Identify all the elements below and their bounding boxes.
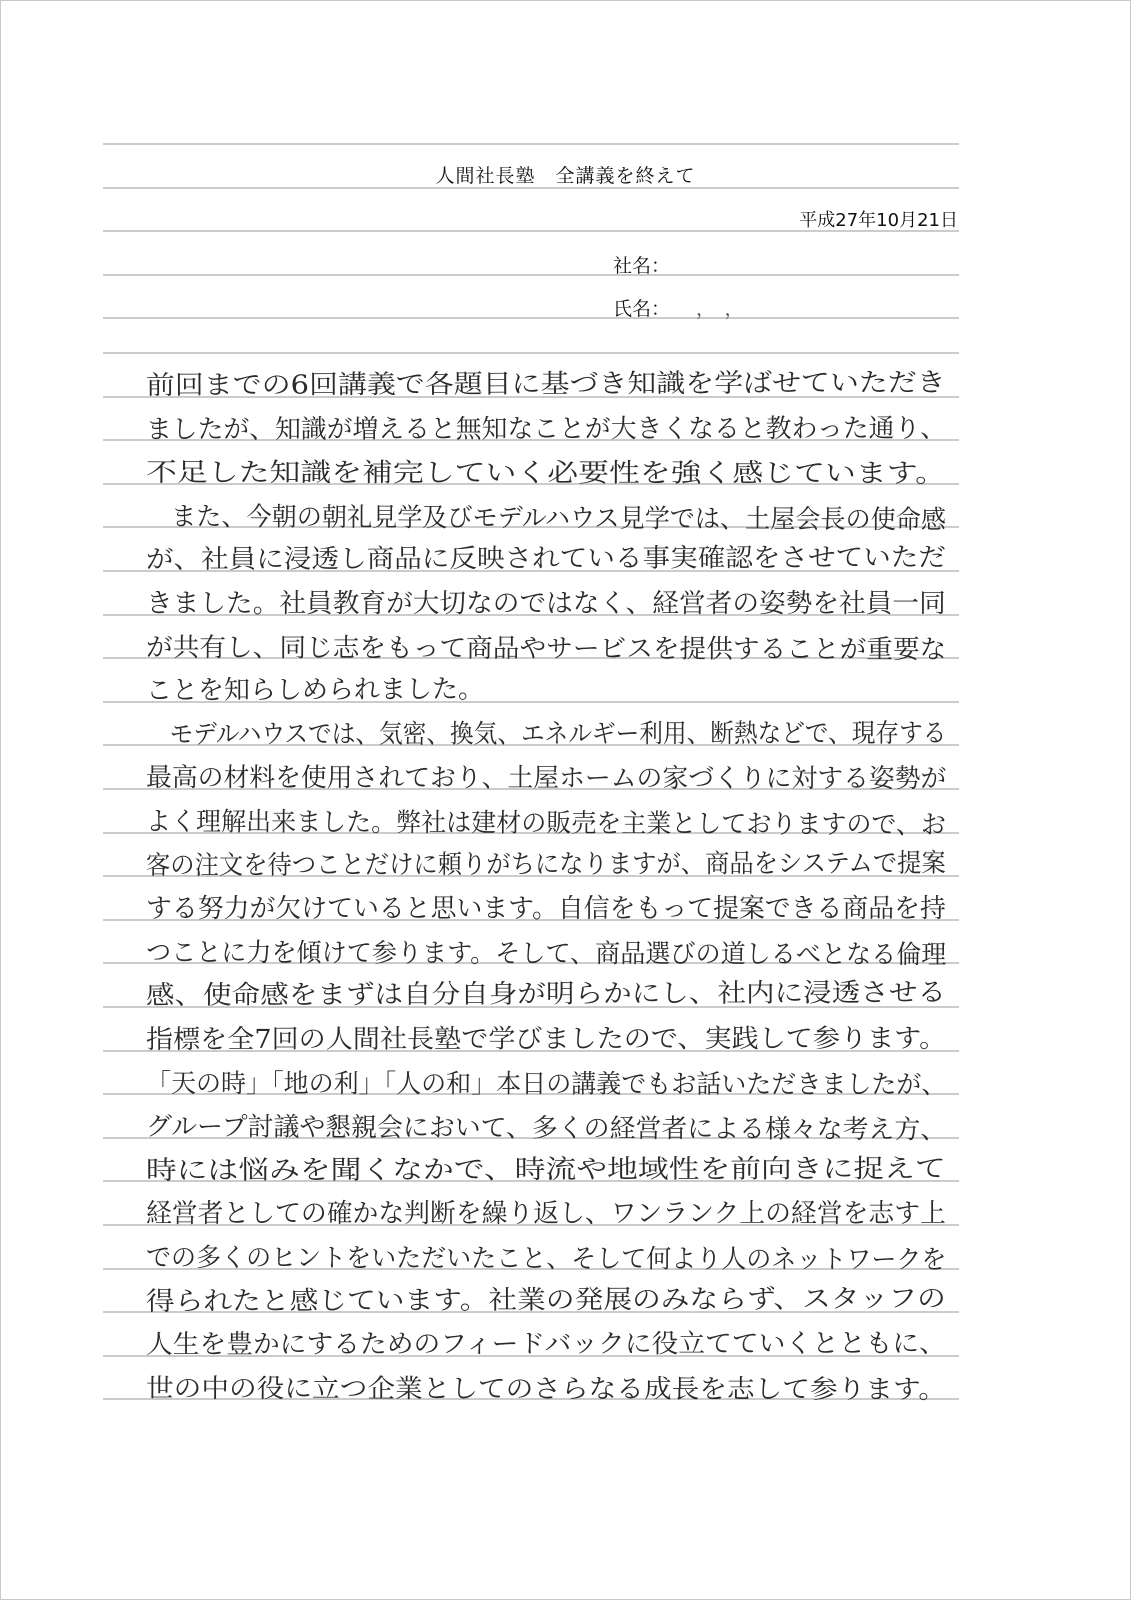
name-value: ， ， [696,298,744,320]
body-line: 時には悩みを聞くなかで、時流や地域性を前向きに捉えて [145,1153,946,1186]
body-line: ましたが、知識が増えると無知なことが大きくなると教わった通り、 [145,413,947,445]
date-text: 平成27年10月21日 [799,210,958,231]
body-line: また、今朝の朝礼見学及びモデルハウス見学では、土屋会長の使命感 [146,501,947,536]
body-line: 得られたと感じています。社業の発展のみならず、スタッフの [145,1283,946,1317]
name-field [613,294,744,321]
body-line: が共有し、同じ志をもって商品やサービスを提供することが重要な [146,632,947,665]
body-line: つことに力を傾けて参ります。そして、商品選びの道しるべとなる倫理 [146,937,947,971]
body-line: 人生を豊かにするためのフィードバックに役立てていくとともに、 [145,1329,946,1361]
body-line: きました。社員教育が大切なのではなく、経営者の姿勢を社員一同 [146,589,946,619]
body-line: が、社員に浸透し商品に反映されている事実確認をさせていただ [145,543,947,576]
body-line: 「天の時」「地の利」「人の和」本日の講義でもお話いただきましたが、 [146,1068,947,1100]
body-line: モデルハウスでは、気密、換気、エネルギー利用、断熱などで、現存する [145,718,947,750]
body-line: 感、使命感をまずは自分自身が明らかにし、社内に浸透させる [145,978,947,1012]
body-line: ことを知らしめられました。 [145,674,485,707]
body-line: 最高の材料を使用されており、土屋ホームの家づくりに対する姿勢が [146,763,947,795]
body-line: する努力が欠けていると思います。自信をもって提案できる商品を持 [146,894,946,925]
body-line: 客の注文を待つことだけに頼りがちになりますが、商品をシステムで提案 [145,848,946,881]
body-line: 世の中の役に立つ企業としてのさらなる成長を志して参ります。 [146,1373,947,1405]
body-line: 指標を全7回の人間社長塾で学びましたので、実践して参ります。 [145,1023,947,1055]
page-title: 人間社長塾 全講義を終えて [435,165,696,187]
company-field [613,251,696,278]
name-label: 氏名： [613,298,671,320]
body-line: 前回までの6回講義で各題目に基づき知識を学ばせていただき [145,367,946,401]
company-label: 社名： [613,255,671,277]
body-line: 経営者としての確かな判断を繰り返し、ワンランク上の経営を志す上 [146,1199,946,1230]
body-line: よく理解出来ました。弊社は建材の販売を主業としておりますので、お [146,807,947,841]
body-line: での多くのヒントをいただいたこと、そして何より人のネットワークを [146,1243,947,1276]
body-line: グループ討議や懇親会において、多くの経営者による様々な考え方、 [146,1112,947,1146]
body-line: 不足した知識を補完していく必要性を強く感じています。 [146,458,946,490]
